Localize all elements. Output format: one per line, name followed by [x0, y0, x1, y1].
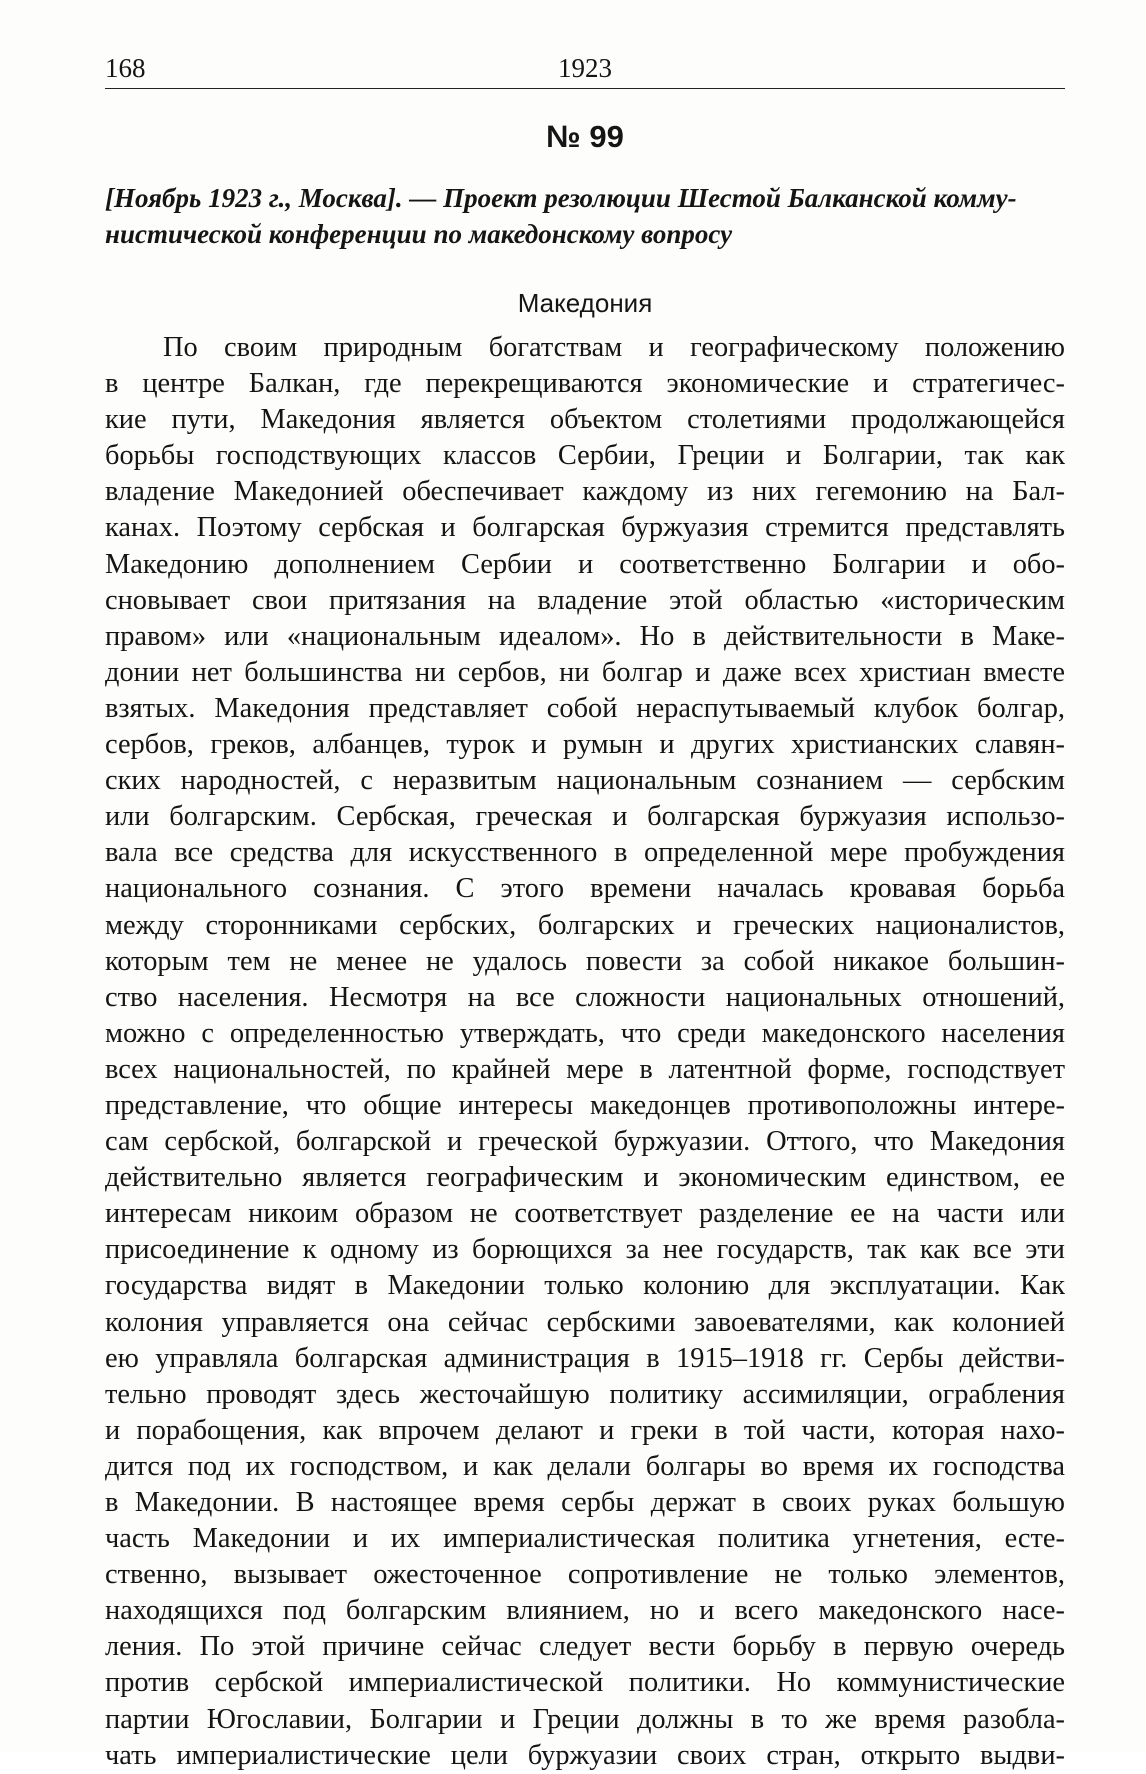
body-line: интересам никоим образом не соответствует разделение ее на части или	[105, 1198, 1065, 1230]
body-line: По своим природным богатствам и географическому положению	[163, 332, 1065, 363]
body-line: действительно является географическим и экономическим единством, ее	[105, 1162, 1065, 1194]
body-line: тельно проводят здесь жесточайшую политику ассимиляции, ограбления	[105, 1378, 1065, 1410]
body-line: национального сознания. С этого времени началась кровавая борьба	[105, 873, 1065, 905]
body-line: находящихся под болгарским влиянием, но и всего македонского насе-	[105, 1595, 1065, 1627]
body-line: которым тем не менее не удалось повести за собой никакое большин-	[105, 945, 1065, 977]
body-line: часть Македонии и их империалистическая политика угнетения, есте-	[105, 1523, 1065, 1555]
body-line: правом» или «национальным идеалом». Но в действительности в Маке-	[105, 620, 1065, 652]
body-line: Македонию дополнением Сербии и соответственно Болгарии и обо-	[105, 548, 1065, 580]
body-text	[105, 330, 1065, 1774]
document-number: № 99	[546, 119, 624, 154]
body-line: всех национальностей, по крайней мере в латентной форме, господствует	[105, 1053, 1065, 1085]
body-line: ство населения. Несмотря на все сложности национальных отношений,	[105, 981, 1065, 1013]
body-line: в Македонии. В настоящее время сербы держат в своих руках большую	[105, 1487, 1065, 1518]
body-line: в центре Балкан, где перекрещиваются экономические и стратегичес-	[105, 368, 1065, 400]
running-year: 1923	[558, 53, 612, 83]
body-line: кие пути, Македония является объектом столетиями продолжающейся	[105, 404, 1065, 436]
body-line: колония управляется она сейчас сербскими завоевателями, как колонией	[105, 1306, 1065, 1338]
body-line: взятых. Македония представляет собой нераспутываемый клубок болгар,	[105, 692, 1065, 724]
body-line: донии нет большинства ни сербов, ни болгар и даже всех христиан вместе	[105, 656, 1065, 688]
heading-line: нистической конференции по македонскому вопросу	[105, 219, 733, 249]
body-line: можно с определенностью утверждать, что среди македонского населения	[105, 1017, 1065, 1049]
body-line: ления. По этой причине сейчас следует вести борьбу в первую очередь	[105, 1631, 1065, 1663]
body-line: государства видят в Македонии только колонию для эксплуатации. Как	[105, 1270, 1065, 1302]
body-line: ею управляла болгарская администрация в 1915–1918 гг. Сербы действи-	[105, 1342, 1065, 1374]
body-line: чать империалистические цели буржуазии своих стран, открыто выдви-	[105, 1739, 1065, 1771]
body-line: дится под их господством, и как делали болгары во время их господства	[105, 1450, 1065, 1482]
section-title: Македония	[517, 288, 653, 318]
page-number: 168	[105, 53, 146, 83]
body-line: присоединение к одному из борющихся за нее государств, так как все эти	[105, 1234, 1065, 1266]
document-heading	[105, 180, 1065, 252]
body-line: представление, что общие интересы македонцев противоположны интере-	[105, 1089, 1065, 1121]
body-line: ственно, вызывает ожесточенное сопротивление не только элементов,	[105, 1559, 1065, 1591]
body-line: владение Македонией обеспечивает каждому из них гегемонию на Бал-	[105, 476, 1065, 508]
header-rule	[105, 88, 1065, 89]
heading-line: [Ноябрь 1923 г., Москва]. — Проект резолюции Шестой Балканской комму-	[105, 183, 1017, 213]
body-line: или болгарским. Сербская, греческая и болгарская буржуазия использо-	[105, 801, 1065, 833]
body-line: ских народностей, с неразвитым национальным сознанием — сербским	[105, 765, 1065, 797]
body-line: канах. Поэтому сербская и болгарская буржуазия стремится представлять	[105, 512, 1065, 544]
body-line: борьбы господствующих классов Сербии, Греции и Болгарии, так как	[105, 440, 1065, 472]
body-line: сербов, греков, албанцев, турок и румын и других христианских славян-	[105, 729, 1065, 761]
body-line: сновывает свои притязания на владение этой областью «историческим	[105, 584, 1065, 616]
body-line: партии Югославии, Болгарии и Греции должны в то же время разобла-	[105, 1703, 1065, 1735]
body-line: между сторонниками сербских, болгарских и греческих националистов,	[105, 909, 1065, 941]
body-line: вала все средства для искусственного в определенной мере пробуждения	[105, 837, 1065, 869]
running-head	[105, 48, 1065, 88]
body-line: и порабощения, как впрочем делают и греки в той части, которая нахо-	[105, 1414, 1065, 1446]
body-line: против сербской империалистической политики. Но коммунистические	[105, 1667, 1065, 1699]
body-line: сам сербской, болгарской и греческой буржуазии. Оттого, что Македония	[105, 1126, 1065, 1158]
